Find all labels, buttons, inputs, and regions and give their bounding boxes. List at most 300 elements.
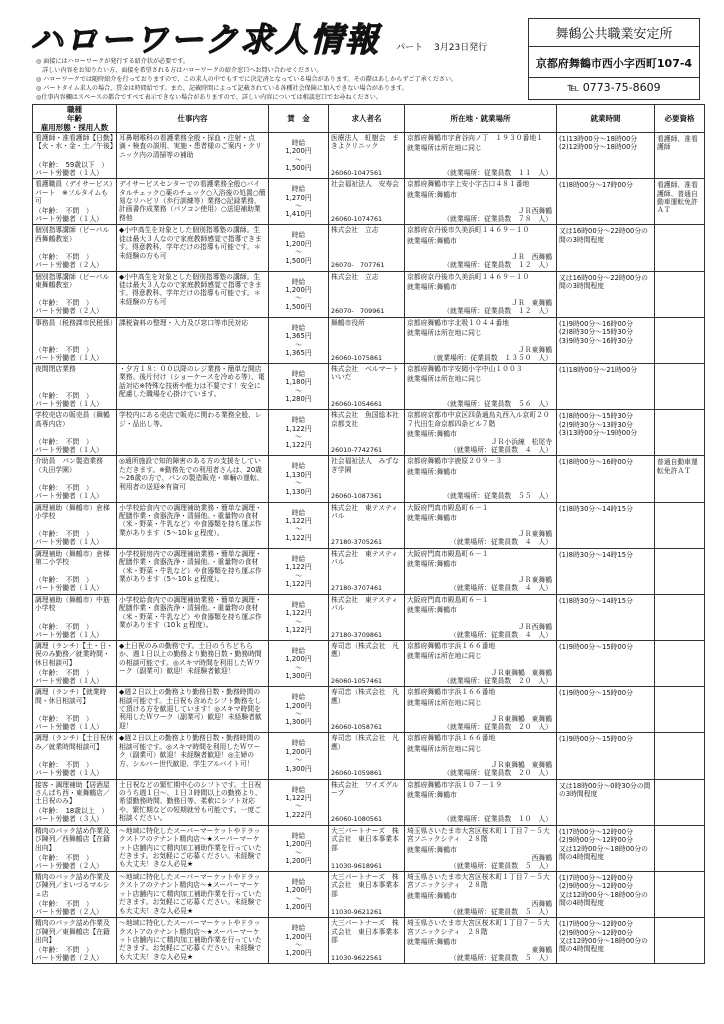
job-workplace: 就業場所は所在地に同じ [407,144,482,153]
job-staff-count: （就業場所：従業員数 ４ 人） [450,445,552,454]
job-staff-count: （就業場所：従業員数 １３５０ 人） [429,353,552,362]
job-description: ～地域に特化したスーパーマーケットやドラックストアのテナント精肉店～★スーパーマーケット店舗内にて精肉加工補助作業を行っていただきます。お気軽にご応募ください。未経験でも大丈夫！きな人必見★ [117,825,269,871]
job-workplace: 就業場所:舞鶴市 [407,791,457,800]
job-description: ◆小中高生を対象とした個別指導塾の講師。生徒は最大３人なので家庭教師感覚で指導できます。得意教科、学年だけの指導も可能です。＊未経験の方も可 [117,225,269,271]
table-row [33,271,705,317]
job-number: 26060-1054661 [331,399,383,408]
job-staff-count: （就業場所：従業員数 ４ 人） [450,630,552,639]
job-number: 26070- 707761 [331,261,385,270]
job-number: 26070- 709961 [331,307,385,316]
job-number: 27180-3707461 [331,584,383,593]
job-title: 看護師・准看護師【日勤】【火・水・金・土／午後】 [35,134,117,151]
job-hours: (1)9時00分～15時00分 [557,687,655,733]
job-employer: 株式会社 魚国総本社 京都支社 [331,411,406,428]
job-hours: (1)7時00分～12時00分 (2)9時00分～12時00分 又は12時00分～18時00分の間の4時間程度 [557,872,655,918]
job-hours: (1)8時00分～16時00分 [557,456,655,502]
job-description: ～地域に特化したスーパーマーケットやドラックストアのテナント精肉店～★スーパーマーケット店舗内にて精肉加工補助作業を行っていただきます。お気軽にご応募ください。未経験でも大丈夫！きな人必見★ [117,872,269,918]
job-description: ◎通所施設で知的障害のある方の支援をしていただきます。※動務先での利用者さんは、20歳～26歳の方で、パンの製造販売・車輛の運転、利用者の送迎※有資可 [117,456,269,502]
job-employer-cell [329,825,405,871]
job-employer-cell [329,687,405,733]
job-count: パート労働者（１人） [35,630,103,639]
job-description: ◆小中高生を対象とした個別指導塾の講師。生徒は最大３人なので家庭教師感覚で指導できます。得意教科、学年だけの指導も可能です。＊未経験の方も可 [117,271,269,317]
job-number: 26060-1087361 [331,492,383,501]
job-table-body [33,133,705,964]
table-row [33,548,705,594]
table-row [33,363,705,409]
job-employer-cell [329,317,405,363]
job-count: パート労働者（１人） [35,769,103,778]
job-employer-cell [329,179,405,225]
job-employer: 大三パートナーズ 株式会社 東日本事業本部 [331,919,399,944]
job-employer-cell [329,456,405,502]
job-station: 西舞鶴 [531,853,552,862]
job-description: ◆週２日以上の勤務より勤務日数・勤務時間の相談可能です。◎スキマ時間を利用したＷワーク（副業可）歓迎！未経験者歓迎！◎主婦の方、シルバー世代歓迎、学生アルバイト可！ [117,733,269,779]
job-qualification [655,271,705,317]
job-qualification: 普通自動車運転免許ＡＴ [655,456,705,502]
job-age: （年齢： 不問 ） [35,899,93,908]
job-name-cell [33,225,117,271]
job-description: 課税資料の整理・入力及び窓口等市民対応 [117,317,269,363]
job-age: （年齢： 不問 ） [35,345,93,354]
job-number: 26060-1075861 [331,353,383,362]
job-qualification [655,733,705,779]
job-location-cell [405,225,557,271]
job-workplace: 就業場所:舞鶴市 [407,560,457,569]
job-wage: 時給 1,200円 ～ 1,300円 [269,687,329,733]
job-title: 個別指導講師（ピーパル西舞鶴教室） [35,226,110,243]
job-count: パート労働者（２人） [35,953,103,962]
note-line: ◎仕事内容欄はスペースの都合ですべて表示できない場合がありますので、詳しい内容については相談窓口でお尋ねください。 [36,94,382,101]
job-location-cell [405,825,557,871]
job-qualification [655,687,705,733]
job-title: 調理（ランチ）【就業時間・休日相談可】 [35,688,107,705]
job-address: 京都府舞鶴市字浜１０７－１９ [407,780,503,789]
job-wage: 時給 1,200円 ～ 1,500円 [269,133,329,179]
job-wage: 時給 1,180円 ～ 1,280円 [269,363,329,409]
col-header-employer: 求人者名 [329,105,405,133]
job-employer-cell [329,133,405,179]
job-age: （年齢： 不問 ） [35,576,93,585]
job-station: ＪＲ東舞鶴 東舞鶴 [490,761,552,770]
job-count: パート労働者（１人） [35,676,103,685]
job-station: 西舞鶴 [531,899,552,908]
job-employer: 株式会社 東テスティパル [331,549,399,567]
job-age: （年齢： 59歳以下 ） [35,160,109,169]
job-hours: 又は18時00分～0時30分の間の3時間程度 [557,779,655,825]
job-employer: 社会福祉法人 安寿会 [331,180,399,189]
job-location-cell [405,548,557,594]
job-hours: (1)9時00分～16時00分 (2)8時30分～15時30分 (3)9時30分～16時30分 [557,317,655,363]
job-location-cell [405,502,557,548]
note-line: ◎ ハローワークでは随時紹介を行っておりますので、この求人の中でもすでに決定済となっている場合があります。その際はあしからずご了承ください。 [36,76,458,83]
job-qualification [655,825,705,871]
job-employer: 株式会社 立志 [331,272,379,281]
job-address: 京都府京都市中京区四条通烏丸西入ル京町２０７代田生命京都四条ビル７階 [407,411,550,428]
table-row [33,225,705,271]
job-age: （年齢： 不問 ） [35,391,93,400]
job-description: 小学校厨房内での調理補助業務・簡単な調理・配膳作業・食器洗浄・清掃他。・重量物の食材（米・野菜・牛乳など）や食器類を持ち運ぶ作業があります（5～10ｋｇ程度）。 [117,548,269,594]
job-description: デイサービスセンターでの看護業務全般○バイタルチェック○薬のチェック○入浴後の処置○簡易なリハビリ（歩行訓練等）業務○記録業務、計画書作成業務（パソコン使用）○送迎補助業務他 [117,179,269,225]
job-staff-count: （就業場所：従業員数 ５６ 人） [443,399,552,408]
page-title: ハローワーク求人情報 [30,20,380,59]
job-title: 個別指導講師（ピーパル東舞鶴教室） [35,272,110,289]
job-age: （年齢： 不問 ） [35,715,93,724]
job-station: ＪＲ西舞鶴 [518,206,552,215]
job-description: 学校内にある売店で販売に関わる業務全般、レジ・品出し等。 [117,410,269,456]
job-station: 東舞鶴 [531,945,552,954]
job-address: 大阪府門真市殿島町６－１ [407,503,489,512]
job-name-cell [33,548,117,594]
job-count: パート労働者（２人） [35,307,103,316]
job-age: （年齢： 不問 ） [35,253,93,262]
job-address: 京都府舞鶴市字浜１６６番地 [407,688,496,697]
job-hours: 又は16時00分～22時00分の間の3時間程度 [557,271,655,317]
job-wage: 時給 1,200円 ～ 1,200円 [269,918,329,964]
job-number: 27180-3709861 [331,630,383,639]
job-wage: 時給 1,200円 ～ 1,500円 [269,271,329,317]
job-description: 小学校給食内での調理補助業務・簡単な調理・配膳作業・食器洗浄・清掃他。・重量物の食材（米・野菜・牛乳など）や食器類を持ち運ぶ作業があります（10ｋｇ程度）。 [117,594,269,640]
job-qualification [655,410,705,456]
col-header-desc: 仕事内容 [117,105,269,133]
job-name-cell [33,641,117,687]
job-station: ＪＲ東舞鶴 [518,345,552,354]
job-description: ・夕方１８：００以降のレジ業務・簡単な開店業務、後片付け（ショーケースを冷める等）、電話対応※特殊な技術や能力は不要です！安全に配慮した職場を心掛けています。 [117,363,269,409]
job-employer-cell [329,363,405,409]
job-hours: (1)9時00分～15時00分 [557,733,655,779]
table-row [33,872,705,918]
job-workplace: 就業場所は所在地に同じ [407,698,482,707]
job-employer-cell [329,225,405,271]
job-employer-cell [329,594,405,640]
office-info-box [528,18,700,100]
job-number: 11030-9618961 [331,861,383,870]
job-hours: (1)8時30分～14時15分 [557,502,655,548]
job-title: 学校売店の販売員（舞鶴高専内店） [35,411,110,428]
job-age: （年齢： 不問 ） [35,437,93,446]
job-age: （年齢： 不問 ） [35,299,93,308]
part-label: パート [396,43,424,53]
job-hours: (1)7時00分～12時00分 (2)9時00分～12時00分 又は12時00分～18時00分の間の4時間程度 [557,918,655,964]
job-qualification [655,363,705,409]
job-qualification [655,317,705,363]
job-age: （年齢： 不問 ） [35,530,93,539]
job-number: 26060-1047561 [331,168,383,177]
job-location-cell [405,179,557,225]
job-qualification [655,918,705,964]
issue-date: 3月23日発行 [434,43,488,53]
job-qualification [655,594,705,640]
job-hours: (1)8時00分～15時30分 (2)9時30分～13時30分 (3)13時00分～19時00分 [557,410,655,456]
job-number: 11030-9621261 [331,907,383,916]
job-employer: 株式会社 東テスティパル [331,595,399,613]
col-header-location: 所在地・就業場所 [405,105,557,133]
job-wage: 時給 1,200円 ～ 1,500円 [269,225,329,271]
page-header [0,0,724,120]
job-staff-count: （就業場所：従業員数 １２ 人） [443,307,552,316]
job-table [32,104,705,964]
job-location-cell [405,641,557,687]
job-staff-count: （就業場所：従業員数 １１ 人） [443,168,552,177]
job-number: 26060-1080561 [331,815,383,824]
job-station: ＪＲ 西舞鶴 [511,253,552,262]
job-wage: 時給 1,122円 ～ 1,222円 [269,779,329,825]
job-station: ＪＲ 東舞鶴 [511,299,552,308]
job-age: （年齢： 不問 ） [35,853,93,862]
job-count: パート労働者（１人） [35,538,103,547]
job-qualification [655,641,705,687]
table-row [33,641,705,687]
job-count: パート労働者（１人） [35,214,103,223]
job-name-cell [33,733,117,779]
job-address: 京都府京丹後市久美浜町１４６９－１０ [407,226,530,235]
job-count: パート労働者（２人） [35,261,103,270]
office-address: 京都府舞鶴市西小字西町107-4 [529,55,699,78]
job-location-cell [405,271,557,317]
table-row [33,733,705,779]
job-wage: 時給 1,122円 ～ 1,122円 [269,548,329,594]
table-row [33,179,705,225]
job-staff-count: （就業場所：従業員数 ４ 人） [450,538,552,547]
job-address: 埼玉県さいたま市大宮区桜木町１丁目７－５大宮ソニックシティ ２８階 [407,826,550,844]
job-station: ＪＲ小浜線 松尾寺 [490,437,552,446]
job-address: 京都府舞鶴市字上安小字古口４８１番地 [407,180,530,189]
job-station: ＪＲ東舞鶴 東舞鶴 [490,715,552,724]
job-wage: 時給 1,200円 ～ 1,300円 [269,733,329,779]
job-title: 調理（ランチ）【土・日・祝のみ勤務／就業時間・休日相談可】 [35,642,114,667]
job-employer: 株式会社 ワイズグループ [331,780,399,798]
table-row [33,594,705,640]
job-staff-count: （就業場所：従業員数 ２０ 人） [443,769,552,778]
job-location-cell [405,317,557,363]
job-workplace: 就業場所:舞鶴市 [407,282,457,291]
table-row [33,317,705,363]
note-line: ◎ 面接にはハローワークが発行する紹介状が必要です。 [36,58,190,65]
job-workplace: 就業場所:舞鶴市 [407,429,457,438]
job-count: パート労働者（１人） [35,353,103,362]
job-age: （年齢： 不問 ） [35,206,93,215]
job-title: 調理補助（舞鶴市）倉梯第二小学校 [35,549,110,567]
job-name-cell [33,594,117,640]
job-location-cell [405,594,557,640]
job-number: 26060-1057461 [331,676,383,685]
col-header-qual: 必要資格 [655,105,705,133]
job-address: 大阪府門真市殿島町６－１ [407,595,489,604]
office-name: 舞鶴公共職業安定所 [529,23,699,47]
table-header-row [33,105,705,133]
job-employer: 寿司忠（株式会社 凡應） [331,688,399,705]
job-employer: 舞鶴市役所 [331,318,365,327]
job-address: 埼玉県さいたま市大宮区桜木町１丁目７－５大宮ソニックシティ ２８階 [407,873,550,890]
job-title: 調理補助（舞鶴市）倉梯小学校 [35,503,110,520]
job-description: ～地域に特化したスーパーマーケットやドラックストアのテナント精肉店～★スーパーマーケット店舗内にて精肉加工補助作業を行っていただきます。お気軽にご応募ください。未経験でも大丈夫！きな人必見★ [117,918,269,964]
job-description: ◆週２日以上の勤務より勤務日数・勤務時間の相談可能です。土日祝も含めたシフト勤務をして頂ける方を歓迎しています！◎スキマ時間を利用したＷワーク（副業可）歓迎！未経験者歓迎！ [117,687,269,733]
job-hours: (1)13時00分～18時00分 (2)12時00分～18時00分 [557,133,655,179]
job-location-cell [405,872,557,918]
job-name-cell [33,825,117,871]
job-wage: 時給 1,130円 ～ 1,130円 [269,456,329,502]
job-count: パート労働者（１人） [35,584,103,593]
job-staff-count: （就業場所：従業員数 ５ 人） [450,953,552,962]
job-hours: (1)8時30分～14時15分 [557,548,655,594]
col-header-wage: 賃 金 [269,105,329,133]
job-wage: 時給 1,200円 ～ 1,200円 [269,872,329,918]
job-name-cell [33,179,117,225]
job-station: ＪＲ東舞鶴 [518,530,552,539]
job-number: 26060-1059861 [331,769,383,778]
job-number: 26060-1074761 [331,214,383,223]
job-location-cell [405,456,557,502]
job-address: 大阪府門真市殿島町６－１ [407,549,489,558]
job-number: 27180-3705261 [331,538,383,547]
job-count: パート労働者（３人） [35,815,103,824]
job-workplace: 就業場所は所在地に同じ [407,744,482,753]
table-row [33,410,705,456]
job-qualification: 看護師、准看護師、普通自動車運転免許ＡＴ [655,179,705,225]
job-title: 夜間閉店業務 [35,364,76,373]
job-employer: 株式会社 東テスティパル [331,503,399,520]
job-hours: (1)18時00分～21時00分 [557,363,655,409]
job-workplace: 就業場所:舞鶴市 [407,891,457,900]
job-employer: 寿司忠（株式会社 凡應） [331,734,399,751]
job-wage: 時給 1,200円 ～ 1,300円 [269,641,329,687]
job-hours: (1)9時00分～15時00分 [557,641,655,687]
job-title: 精肉のパック詰め作業及び陳列／まいづるマルシェ店 [35,873,110,898]
job-name-cell [33,317,117,363]
job-address: 埼玉県さいたま市大宮区桜木町１丁目７－５大宮ソニックシティ ２８階 [407,919,550,936]
job-title: 介助員 パン製造業務（丸田学園） [35,457,103,474]
job-wage: 時給 1,122円 ～ 1,122円 [269,594,329,640]
job-staff-count: （就業場所：従業員数 ２０ 人） [443,723,552,732]
note-line: 詳しい内容をお知りたい方、面接を希望される方はハローワークの紹介窓口へお問い合わせください。 [36,67,323,74]
job-employer: 医療法人 虹樹会 まきよクリニック [331,134,399,151]
job-number: 26010-7742761 [331,445,383,454]
job-location-cell [405,779,557,825]
job-staff-count: （就業場所：従業員数 ７８ 人） [443,214,552,223]
job-name-cell [33,133,117,179]
job-name-cell [33,271,117,317]
job-qualification [655,548,705,594]
job-age: （年齢： 不問 ） [35,761,93,770]
job-number: 26060-1058761 [331,723,383,732]
job-address: 京都府京丹後市久美浜町１４６９－１０ [407,272,530,281]
job-employer-cell [329,548,405,594]
job-name-cell [33,779,117,825]
job-qualification [655,872,705,918]
job-workplace: 就業場所:舞鶴市 [407,236,457,245]
job-address: 京都府舞鶴市字安岡小字中山１００３ [407,364,523,373]
col-header-name: 職種 年齢 雇用形態・採用人数 [33,105,117,133]
job-wage: 時給 1,200円 ～ 1,200円 [269,825,329,871]
job-age: （年齢： 不問 ） [35,622,93,631]
job-hours: 又は16時00分～22時00分の間の3時間程度 [557,225,655,271]
job-employer-cell [329,502,405,548]
job-name-cell [33,872,117,918]
notes-block [36,57,526,102]
job-employer: 社会福祉法人 みずなぎ学園 [331,457,399,474]
job-workplace: 就業場所は所在地に同じ [407,375,482,384]
job-employer-cell [329,410,405,456]
job-staff-count: （就業場所：従業員数 ５５ 人） [443,492,552,501]
job-workplace: 就業場所:舞鶴市 [407,190,457,199]
table-row [33,918,705,964]
job-address: 京都府舞鶴市字倉谷向ノ丁 １９３０番地１ [407,134,543,142]
job-employer-cell [329,779,405,825]
job-workplace: 就業場所:舞鶴市 [407,938,457,946]
job-title: 調理（ランチ）【土日祝休み／就業時間相談可】 [35,734,114,751]
job-wage: 時給 1,270円 ～ 1,410円 [269,179,329,225]
job-number: 11030-9622561 [331,953,383,962]
job-employer: 株式会社 立志 [331,226,379,235]
job-age: （年齢： 不問 ） [35,668,93,677]
job-staff-count: （就業場所：従業員数 ５ 人） [450,861,552,870]
job-staff-count: （就業場所：従業員数 １２ 人） [443,261,552,270]
job-qualification: 看護師、准看護師 [655,133,705,179]
job-qualification [655,779,705,825]
job-employer: 大三パートナーズ 株式会社 東日本事業本部 [331,826,399,852]
job-title: 精肉のパック詰め作業及び陳列／東舞鶴店【在籍出向】 [35,919,110,944]
job-qualification [655,225,705,271]
job-hours: (1)8時30分～14時15分 [557,594,655,640]
job-location-cell [405,918,557,964]
job-count: パート労働者（１人） [35,492,103,501]
job-wage: 時給 1,365円 ～ 1,365円 [269,317,329,363]
job-workplace: 就業場所は所在地に同じ [407,652,482,661]
col-header-time: 就業時間 [557,105,655,133]
table-row [33,779,705,825]
job-age: （年齢： 18歳以上 ） [35,807,109,816]
table-row [33,456,705,502]
job-title: 調理補助（舞鶴市）中筋小学校 [35,595,110,613]
job-address: 京都府舞鶴市字鹿原２０９－３ [407,457,503,466]
job-name-cell [33,687,117,733]
job-name-cell [33,502,117,548]
job-station: ＪＲ東舞鶴 東舞鶴 [490,668,552,677]
office-tel: ℡ 0773-75-8609 [567,81,661,94]
job-count: パート労働者（１人） [35,168,103,177]
job-title: 事務員（税務課市民税係） [35,318,117,327]
job-wage: 時給 1,122円 ～ 1,122円 [269,502,329,548]
job-location-cell [405,410,557,456]
note-line: ◎ パートタイム求人の場合、賃金は時間給です。また、記載時間によって記載されている各種社会保険に加入できない場合があります。 [36,85,408,92]
job-employer-cell [329,872,405,918]
job-title: 看護職員（デイサービス）パート ※フルタイムも可 [35,180,113,205]
job-workplace: 就業場所:舞鶴市 [407,606,457,615]
job-wage: 時給 1,122円 ～ 1,122円 [269,410,329,456]
job-employer: 寿司忠（株式会社 凡應） [331,642,399,659]
job-address: 京都府舞鶴市字浜１６６番地 [407,642,496,651]
table-row [33,133,705,179]
job-name-cell [33,918,117,964]
job-employer-cell [329,733,405,779]
job-qualification [655,502,705,548]
job-workplace: 就業場所:舞鶴市 [407,513,457,522]
job-employer-cell [329,641,405,687]
job-employer: 株式会社 ベルマートいいだ [331,364,399,382]
job-age: （年齢： 不問 ） [35,945,93,954]
job-location-cell [405,133,557,179]
job-station: ＪＲ西舞鶴 [518,622,552,631]
job-description: ◆土日祝のみの勤務です。土日のうちどちらか、週１日以上の勤務より勤務日数・勤務時間の相談可能です。◎スキマ時間を利用したＷワーク（副業可）歓迎！未経験者歓迎！ [117,641,269,687]
job-workplace: 就業場所:舞鶴市 [407,467,457,476]
job-employer: 大三パートナーズ 株式会社 東日本事業本部 [331,873,399,898]
job-hours: (1)8時00分～17時00分 [557,179,655,225]
job-count: パート労働者（１人） [35,723,103,732]
job-count: パート労働者（１人） [35,445,103,454]
table-row [33,687,705,733]
job-hours: (1)7時00分～12時00分 (2)9時00分～12時00分 又は12時00分～18時00分の間の4時間程度 [557,825,655,871]
job-address: 京都府舞鶴市字北吸１０４４番地 [407,318,509,327]
job-staff-count: （就業場所：従業員数 １０ 人） [443,815,552,824]
